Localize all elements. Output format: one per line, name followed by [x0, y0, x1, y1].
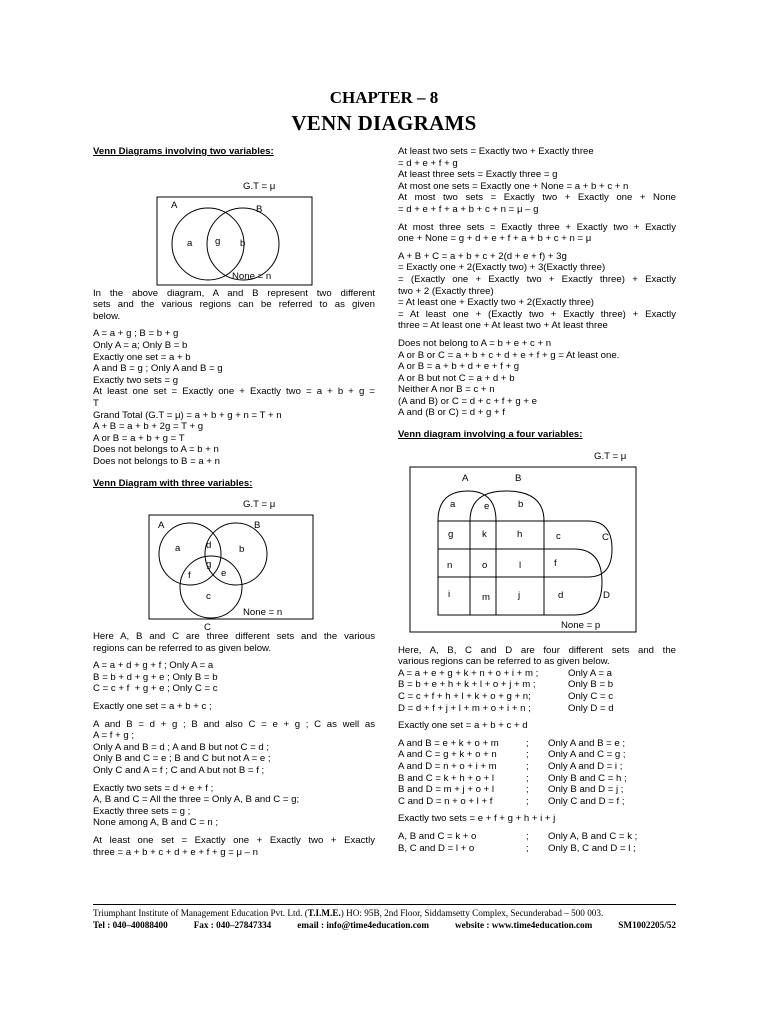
formula-line: Exactly two sets = g [93, 374, 179, 386]
none-label: None = p [561, 619, 601, 631]
set-definition-row: A = a + e + g + k + n + o + i + m ; Only A = a [398, 667, 613, 679]
region-b: b [239, 544, 245, 556]
region-d: d [558, 589, 564, 601]
set-c-label: C [204, 622, 211, 634]
set-b-circle [205, 523, 267, 585]
formula-line: At least one set = Exactly one + Exactly two = a + b + g = [93, 386, 375, 398]
set-c-label: C [602, 531, 609, 543]
page-footer [93, 904, 676, 932]
footer-contact [93, 919, 676, 932]
footer-fax: Fax : 040–27847334 [193, 920, 272, 930]
set-b-label: B [256, 203, 263, 215]
formula-line: Exactly one set = a + b [93, 351, 191, 363]
region-i: i [448, 588, 451, 600]
formula-line: Exactly one set = a + b + c ; [93, 701, 212, 713]
brand-name: T.I.M.E. [307, 908, 341, 918]
intro-text-1: In the above diagram, A and B represent two different [93, 287, 375, 299]
intro-text-1: below. [93, 310, 121, 322]
gt-label: G.T = μ [243, 180, 276, 192]
pair-row: A and B = e + k + o + m ; Only A and B = e ; [398, 737, 626, 749]
footer-website: website : www.time4education.com [455, 920, 593, 930]
formula-line: A or B or C = a + b + c + d + e + f + g = At least one. [398, 349, 620, 361]
formula-line: = d + e + f + a + b + c + n = μ – g [398, 203, 539, 215]
formula-line: Only B and C = e ; B and C but not A = e ; [93, 753, 271, 765]
formula-line: = At least one + (Exactly two + Exactly three) + Exactly [398, 308, 676, 320]
set-definition-row: D = d + f + j + l + m + o + i + n ; Only D = d [398, 702, 614, 714]
gt-label: G.T = μ [243, 499, 276, 511]
formula-line: = d + e + f + g [398, 157, 458, 169]
footer-address: Triumphant Institute of Management Education Pvt. Ltd. (T.I.M.E.) HO: 95B, 2nd Floor, Siddamsetty Complex, Secunderabad – 500 003. [93, 908, 604, 918]
formula-line: Does not belong to A = b + e + c + n [398, 337, 552, 349]
section-heading-two-variables: Venn Diagrams involving two variables: [93, 146, 274, 157]
formula-line: At least one set = Exactly one + Exactly two + Exactly [93, 835, 375, 846]
intro-text-2: Here A, B and C are three different sets and the various [93, 631, 375, 643]
region-e: e [221, 568, 227, 580]
formula-line: At most three sets = Exactly three + Exactly two + Exactly [398, 221, 676, 233]
formula-line: A, B and C = All the three = Only A, B and C = g; [93, 794, 300, 806]
formula-line: At least three sets = Exactly three = g [398, 169, 558, 181]
formula-line: A = a + g ; B = b + g [93, 328, 179, 340]
formula-line: (A and B) or C = d + c + f + g + e [398, 395, 537, 407]
set-a-circle [172, 208, 244, 280]
section-heading-three-variables: Venn Diagram with three variables: [93, 477, 253, 489]
region-h: h [517, 528, 523, 540]
formula-line: one + None = g + d + e + f + a + b + c + n = μ [398, 233, 592, 245]
region-l: l [519, 559, 522, 571]
pair-row: A and D = n + o + i + m ; Only A and D = i ; [398, 761, 623, 772]
right-column [398, 146, 676, 854]
intro-text-1: sets and the various regions can be referred to as given [93, 299, 375, 311]
formula-line: A and B = d + g ; B and also C = e + g ; C as well as [93, 718, 375, 730]
set-b-label: B [515, 472, 522, 484]
none-label: None = n [232, 270, 272, 282]
formula-line: C = c + f + g + e ; Only C = c [93, 683, 218, 695]
set-a-label: A [462, 472, 469, 484]
region-g: g [215, 235, 221, 247]
set-a-label: A [171, 199, 178, 211]
region-e: e [484, 500, 490, 512]
footer-email: email : info@time4education.com [297, 920, 430, 930]
pair-row: C and D = n + o + l + f ; Only C and D = f ; [398, 795, 625, 807]
gt-label: G.T = μ [594, 450, 627, 462]
venn-diagram-two-sets [93, 162, 375, 282]
intro-text-4: Here, A, B, C and D are four different sets and the [398, 644, 676, 656]
triple-row: A, B and C = k + o ; Only A, B and C = k ; [398, 830, 638, 842]
formula-line: A or B but not C = a + d + b [398, 372, 515, 384]
region-g: g [206, 559, 212, 571]
formula-line: T [93, 397, 99, 409]
formula-line: A or B = a + b + d + e + f + g [398, 361, 520, 373]
set-b-label: B [254, 520, 261, 532]
region-c: c [206, 591, 211, 603]
region-n: n [447, 559, 453, 571]
none-label: None = n [243, 607, 283, 619]
formula-line: three = a + b + c + d + e + f + g = μ – n [93, 846, 259, 858]
region-b: b [518, 498, 524, 510]
formula-line: A + B + C = a + b + c + 2(d + e + f) + 3g [398, 250, 567, 262]
region-f: f [188, 570, 191, 582]
formula-line: Grand Total (G.T = μ) = a + b + g + n = T + n [93, 409, 282, 421]
set-definition-row: B = b + e + h + k + l + o + j + m ; Only B = b [398, 679, 614, 691]
page-title: VENN DIAGRAMS [291, 111, 477, 135]
formula-line: two + 2 (Exactly three) [398, 285, 494, 297]
formula-line: At most two sets = Exactly two + Exactly one + None [398, 192, 676, 204]
chapter-number: CHAPTER – 8 [329, 88, 439, 107]
venn-diagram-three-sets [93, 493, 375, 634]
intro-text-2: regions can be referred to as given below. [93, 642, 272, 654]
pair-row: B and D = m + j + o + l ; Only B and D = j ; [398, 784, 624, 796]
formula-line: Does not belongs to B = a + n [93, 455, 220, 467]
region-f: f [554, 557, 557, 569]
formula-line: Only C and A = f ; C and A but not B = f ; [93, 765, 265, 777]
region-a: a [175, 543, 181, 555]
triple-row: B, C and D = l + o ; Only B, C and D = l ; [398, 842, 636, 854]
footer-tel: Tel : 040–40088400 [93, 920, 168, 930]
region-j: j [518, 589, 521, 601]
formula-line: Does not belongs to A = b + n [93, 444, 219, 456]
pair-row: B and C = k + h + o + l ; Only B and C = h ; [398, 772, 627, 784]
formula-line: Exactly two sets = d + e + f ; [93, 782, 214, 794]
formula-line: A and (B or C) = d + g + f [398, 407, 505, 419]
formula-line: = Exactly one + 2(Exactly two) + 3(Exactly three) [398, 262, 606, 274]
intro-text-4: various regions can be referred to as given below. [398, 656, 610, 668]
region-c: c [556, 530, 561, 542]
universal-set-box [149, 515, 313, 619]
formula-line: A = f + g ; [93, 730, 135, 742]
formula-line: Exactly three sets = g ; [93, 805, 191, 817]
section-heading-four-variables: Venn diagram involving a four variables: [398, 429, 583, 441]
region-d: d [206, 540, 212, 552]
region-m: m [482, 591, 490, 603]
region-a: a [187, 237, 193, 249]
left-column [93, 146, 375, 858]
formula-line: Only A and B = d ; A and B but not C = d ; [93, 741, 270, 753]
formula-line: Exactly two sets = e + f + g + h + i + j [398, 813, 556, 825]
formula-line: A and B = g ; Only A and B = g [93, 363, 223, 375]
formula-line: A or B = a + b + g = T [93, 432, 185, 444]
formula-line: = At least one + Exactly two + 2(Exactly three) [398, 297, 594, 309]
formula-line: three = At least one + At least two + At least three [398, 320, 608, 332]
venn-diagram-four-sets [398, 445, 676, 641]
set-a-label: A [158, 520, 165, 532]
formula-line: A = a + d + g + f ; Only A = a [93, 660, 214, 672]
formula-line: B = b + d + g + e ; Only B = b [93, 671, 218, 683]
region-b: b [240, 237, 246, 249]
formula-line: A + B = a + b + 2g = T + g [93, 421, 204, 433]
formula-line: Neither A nor B = c + n [398, 384, 495, 396]
formula-line: At most one sets = Exactly one + None = a + b + c + n [398, 180, 629, 192]
region-o: o [482, 559, 488, 571]
footer-page-code: SM1002205/52 [618, 920, 676, 930]
set-d-label: D [603, 589, 610, 601]
region-k: k [482, 528, 487, 540]
set-definition-row: C = c + f + h + l + k + o + g + n; Only C = c [398, 691, 614, 703]
formula-line: None among A, B and C = n ; [93, 817, 219, 829]
formula-line: Only A = a; Only B = b [93, 339, 188, 351]
formula-line: Exactly one set = a + b + c + d [398, 720, 528, 732]
region-a: a [450, 498, 456, 510]
region-g: g [448, 528, 454, 540]
pair-row: A and C = g + k + o + n ; Only A and C = g ; [398, 749, 626, 761]
formula-line: = (Exactly one + Exactly two + Exactly three) + Exactly [398, 273, 676, 285]
set-d-region [438, 549, 602, 615]
formula-line: At least two sets = Exactly two + Exactly three [398, 146, 594, 157]
